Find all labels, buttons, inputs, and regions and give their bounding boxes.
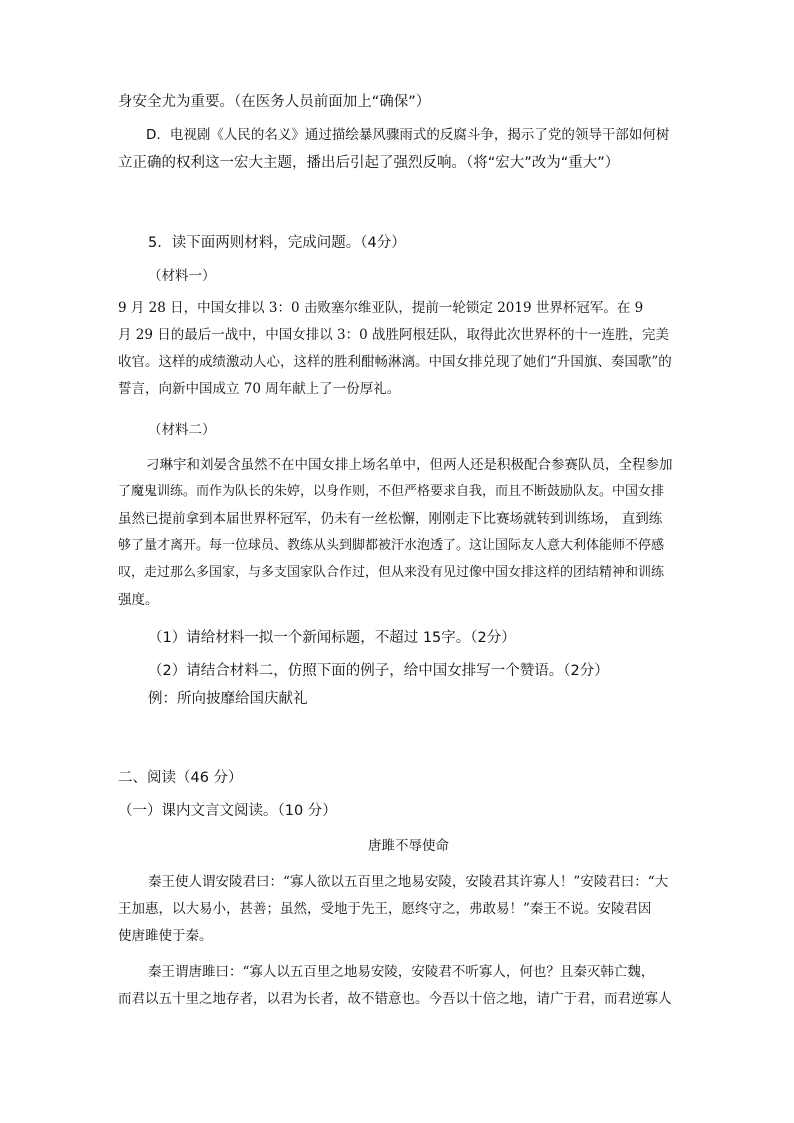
material-line: 9 月 28 日，中国女排以 3：0 击败塞尔维亚队，提前一轮锁定 2019 世界杯冠军。在 9 (118, 300, 644, 316)
sub-question: （2）请结合材料二，仿照下面的例子，给中国女排写一个赞语。（2分） (148, 663, 609, 679)
material-line: 够了量才离开。每一位球员、教练从头到脚都被汗水泡透了。这让国际友人意大利体能师不停感 (118, 538, 665, 553)
material-line: 虽然已提前拿到本届世界杯冠军，仍未有一丝松懈，刚刚走下比赛场就转到训练场， 直到练 (118, 511, 663, 527)
passage-line: 使唐雎使于秦。 (118, 928, 213, 944)
text-line: 身安全尤为重要。（在医务人员前面加上“确保”） (118, 94, 431, 110)
passage-line: 秦王使人谓安陵君曰：“寡人欲以五百里之地易安陵，安陵君其许寡人！”安陵君曰：“大 (148, 874, 669, 890)
section-heading: 二、阅读（46 分） (118, 770, 243, 786)
material-line: 叹，走过那么多国家，与多支国家队合作过，但从来没有见过像中国女排这样的团结精神和训练 (118, 565, 665, 580)
question-heading: 5．读下面两则材料，完成问题。（4分） (148, 235, 406, 251)
material-line: 强度。 (118, 592, 159, 608)
passage-line: 秦王谓唐雎曰：“寡人以五百里之地易安陵，安陵君不听寡人，何也？且秦灭韩亡魏， (148, 964, 655, 980)
material-label: （材料二） (148, 422, 216, 438)
material-label: （材料一） (148, 268, 216, 284)
material-line: 月 29 日的最后一战中，中国女排以 3：0 战胜阿根廷队，取得此次世界杯的十一连胜，完美 (118, 327, 670, 343)
option-d-line: D．电视剧《人民的名义》通过描绘暴风骤雨式的反腐斗争，揭示了党的领导干部如何树 (146, 127, 670, 143)
sub-section-heading: （一）课内文言文阅读。（10 分） (118, 803, 337, 819)
material-line: 刁琳宇和刘晏含虽然不在中国女排上场名单中，但两人还是积极配合参赛队员，全程参加 (146, 457, 673, 473)
passage-title: 唐雎不辱使命 (368, 838, 449, 854)
material-line: 了魔鬼训练。而作为队长的朱婷，以身作则，不但严格要求自我，而且不断鼓励队友。中国女排 (118, 484, 665, 499)
passage-line: 王加惠，以大易小，甚善；虽然，受地于先王，愿终守之，弗敢易！”秦王不说。安陵君因 (118, 901, 652, 917)
passage-line: 而君以五十里之地存者，以君为长者，故不错意也。今吾以十倍之地，请广于君，而君逆寡人 (118, 991, 672, 1007)
material-line: 誓言，向新中国成立 70 周年献上了一份厚礼。 (118, 381, 401, 397)
material-line: 收官。这样的成绩激动人心，这样的胜利酣畅淋漓。中国女排兑现了她们“升国旗、奏国歌”的 (118, 354, 672, 370)
option-d-line: 立正确的权利这一宏大主题，播出后引起了强烈反响。（将“宏大”改为“重大”） (118, 155, 620, 171)
sub-question: （1）请给材料一拟一个新闻标题，不超过 15字。（2分） (148, 630, 516, 646)
example-text: 例：所向披靡给国庆献礼 (148, 691, 308, 707)
